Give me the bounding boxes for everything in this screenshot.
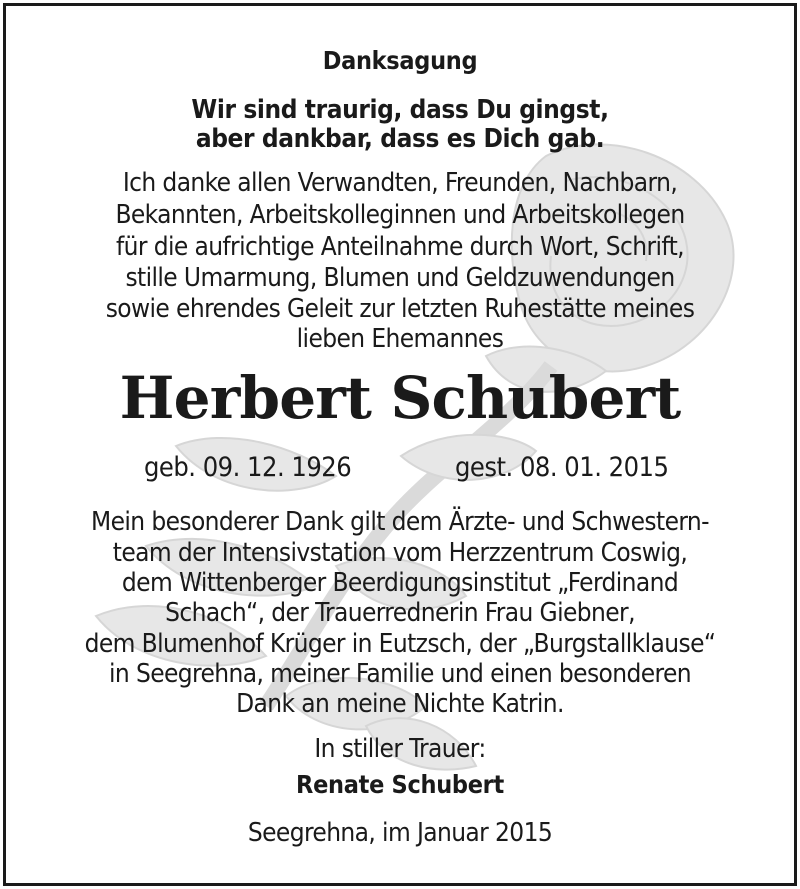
life-dates [6, 452, 794, 486]
motto-line-2: aber dankbar, dass es Dich gab. [195, 124, 605, 154]
obituary-notice-frame [3, 3, 797, 886]
death-date: gest. 08. 01. 2015 [455, 452, 669, 483]
signer-name: Renate Schubert [296, 770, 504, 799]
special-thanks-line-7: Dank an meine Nichte Katrin. [236, 689, 564, 719]
special-thanks-line-2: team der Intensivstation vom Herzzentrum Coswig, [112, 538, 688, 568]
notice-content [6, 6, 794, 883]
thanks-line-6: lieben Ehemannes [296, 324, 504, 354]
thanks-line-4: stille Umarmung, Blumen und Geldzuwendungen [125, 263, 675, 293]
thanks-line-1: Ich danke allen Verwandten, Freunden, Nachbarn, [122, 168, 678, 198]
special-thanks-line-5: dem Blumenhof Krüger in Eutzsch, der „Burgstallklause“ [84, 629, 716, 659]
thanks-line-2: Bekannten, Arbeitskolleginnen und Arbeitskollegen [115, 200, 685, 230]
birth-date: geb. 09. 12. 1926 [144, 452, 352, 483]
motto-line-1: Wir sind traurig, dass Du gingst, [191, 95, 609, 125]
heading: Danksagung [322, 46, 478, 75]
special-thanks-line-1: Mein besonderer Dank gilt dem Ärzte- und Schwestern- [91, 507, 709, 537]
special-thanks-line-4: Schach“, der Trauerrednerin Frau Giebner, [165, 598, 635, 628]
special-thanks-line-6: in Seegrehna, meiner Familie und einen besonderen [109, 659, 691, 689]
deceased-name: Herbert Schubert [119, 364, 681, 432]
special-thanks-line-3: dem Wittenberger Beerdigungsinstitut „Ferdinand [121, 568, 679, 598]
place-date: Seegrehna, im Januar 2015 [247, 818, 553, 848]
thanks-line-3: für die aufrichtige Anteilnahme durch Wort, Schrift, [116, 232, 684, 262]
mourning-line: In stiller Trauer: [314, 734, 486, 764]
thanks-line-5: sowie ehrendes Geleit zur letzten Ruhestätte meines [105, 294, 695, 324]
